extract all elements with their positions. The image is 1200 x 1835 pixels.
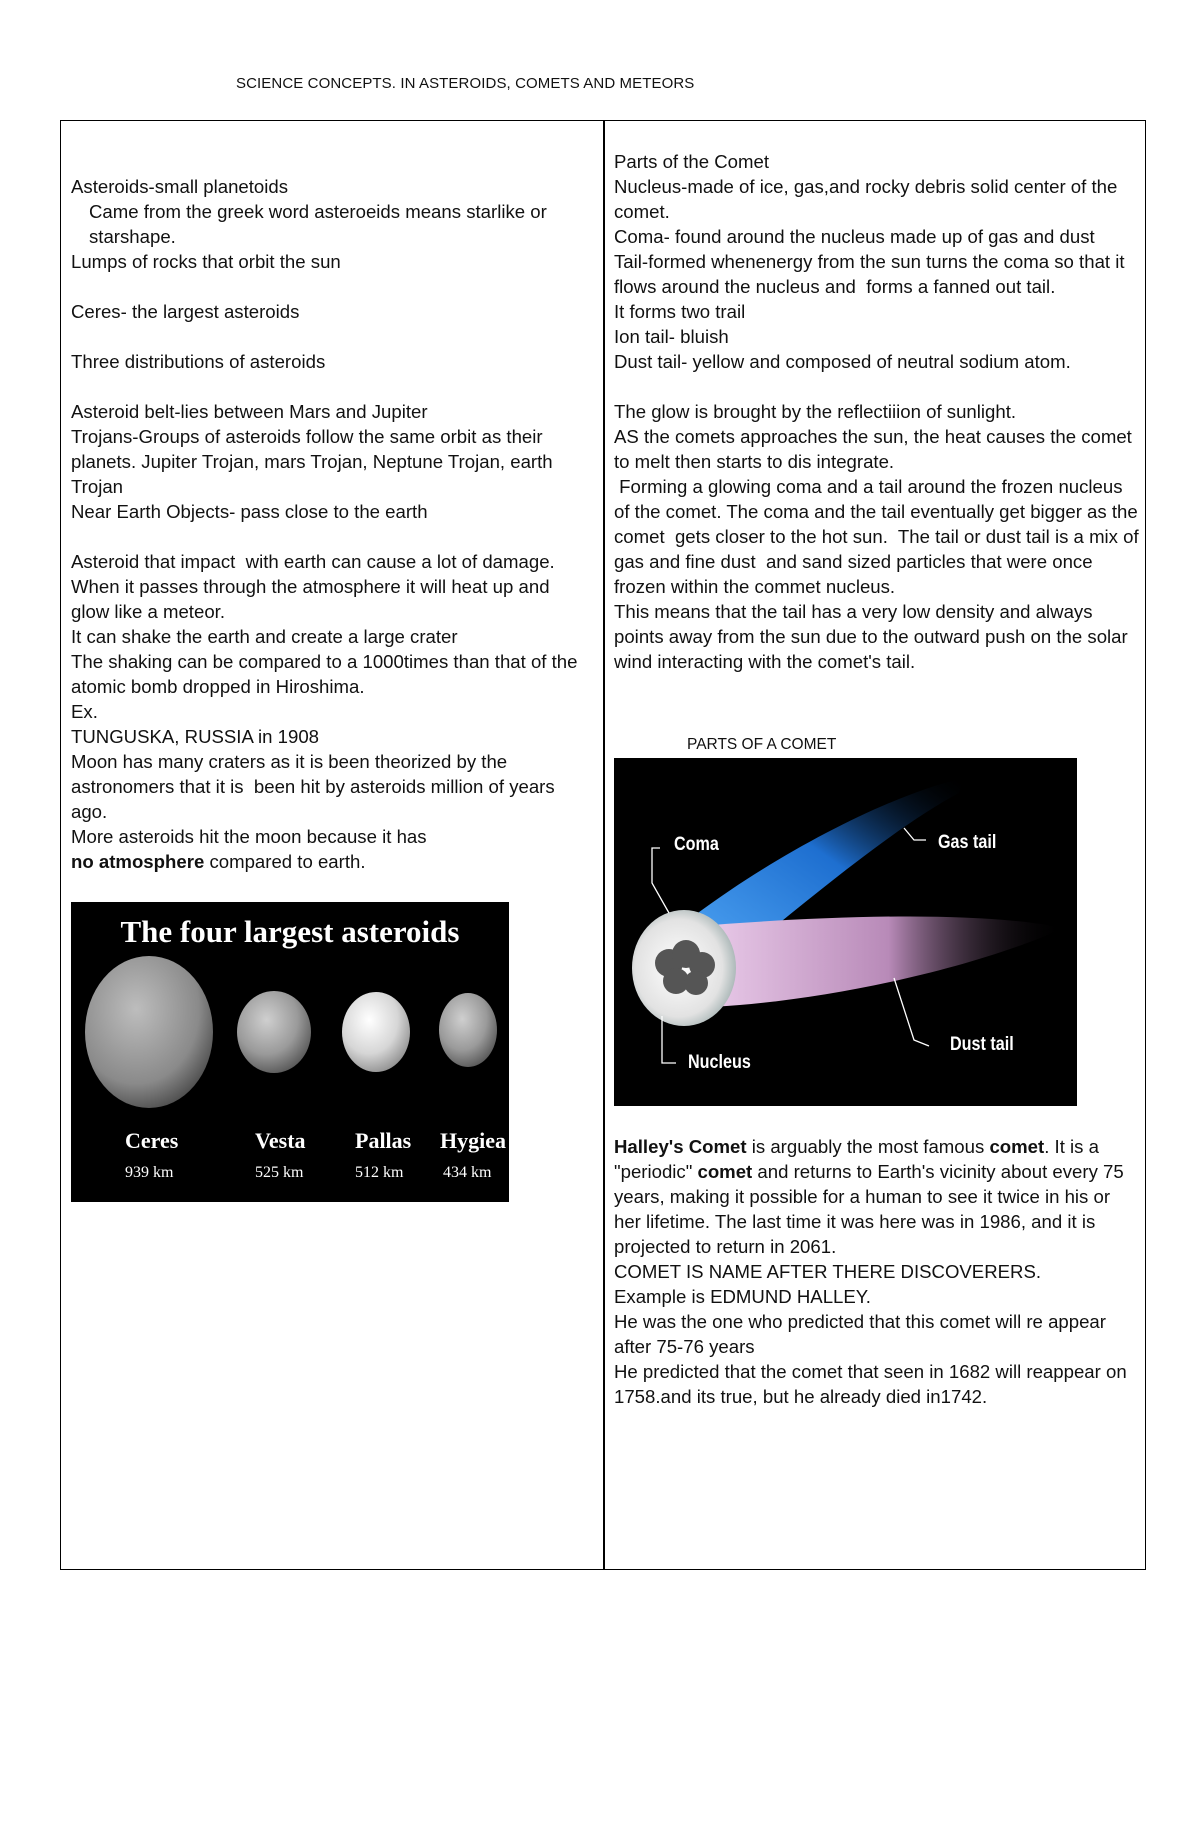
near-earth-objects: Near Earth Objects- pass close to the earth [71, 501, 428, 522]
glow-text: The glow is brought by the reflectiiion of sunlight. [614, 401, 1017, 422]
tunguska-text: TUNGUSKA, RUSSIA in 1908 [71, 726, 320, 747]
hygiea-label: Hygiea [440, 1128, 506, 1153]
ion-tail-text: Ion tail- bluish [614, 326, 729, 347]
asteroids-image-title: The four largest asteroids [120, 914, 460, 949]
prediction-year-text: He predicted that the comet that seen in 1682 will reappear on 1758.and its true, but he already died in1742. [614, 1361, 1132, 1407]
named-after-text: COMET IS NAME AFTER THERE DISCOVERERS. [614, 1261, 1042, 1282]
halley-text-3: and returns to Earth's vicinity about every 75 years, making it possible for a human to see it twice in his or her lifetime. The last time it was here was in 1986, and it is projected to return in 2061. [614, 1161, 1129, 1257]
density-text: This means that the tail has a very low density and always points away from the sun due to the outward push on the solar wind interacting with the comet's tail. [614, 601, 1133, 672]
asteroid-orbit: Lumps of rocks that orbit the sun [71, 251, 341, 272]
asteroid-etymology: Came from the greek word asteroeids means starlike or starshape. [89, 201, 552, 247]
ceres-size: 939 km [125, 1164, 174, 1181]
moon-atmosphere-text [71, 849, 591, 874]
vesta-size: 525 km [255, 1164, 304, 1181]
parts-of-comet-image [614, 758, 1077, 1106]
crater-text: It can shake the earth and create a large crater [71, 626, 458, 647]
distributions-heading: Three distributions of asteroids [71, 351, 326, 372]
gas-tail-label: Gas tail [938, 832, 997, 853]
ceres-label: Ceres [125, 1128, 179, 1153]
vesta-label: Vesta [255, 1128, 306, 1153]
example-label: Ex. [71, 701, 98, 722]
comet-parts-heading: Parts of the Comet [614, 151, 770, 172]
ceres-note: Ceres- the largest asteroids [71, 301, 300, 322]
vesta-body [237, 991, 311, 1073]
asteroid-belt: Asteroid belt-lies between Mars and Jupiter [71, 401, 428, 422]
approach-text: AS the comets approaches the sun, the heat causes the comet to melt then starts to dis integrate. [614, 426, 1143, 472]
asteroid-definition: Asteroids-small planetoids [71, 176, 289, 197]
halley-text-2: . It is a "periodic" [614, 1136, 1105, 1182]
bold-halleys-comet: Halley's Comet [614, 1136, 747, 1157]
page-title: SCIENCE CONCEPTS. IN ASTEROIDS, COMETS AND METEORS [236, 75, 695, 92]
comet-figure-caption: PARTS OF A COMET [687, 736, 837, 753]
shaking-text: The shaking can be compared to a 1000times than that of the atomic bomb dropped in Hiroshima. [71, 651, 583, 697]
moon-hit-text: More asteroids hit the moon because it has [71, 826, 427, 847]
forming-text: Forming a glowing coma and a tail around the frozen nucleus of the comet. The coma and the tail eventually get bigger as the comet gets closer to the hot sun. The tail or dust tail is a mix of gas and fine dust and sand sized particles that were once frozen within the commet nucleus. [614, 476, 1144, 597]
halley-text [614, 1134, 1139, 1259]
nucleus-text: Nucleus-made of ice, gas,and rocky debris solid center of the comet. [614, 176, 1123, 222]
two-trail-text: It forms two trail [614, 301, 746, 322]
prediction-text: He was the one who predicted that this comet will re appear after 75-76 years [614, 1311, 1112, 1357]
dust-tail-label: Dust tail [950, 1034, 1014, 1055]
pallas-label: Pallas [355, 1128, 412, 1153]
asteroids-svg [71, 902, 509, 1202]
content-table [60, 120, 1146, 1570]
pallas-body [342, 992, 410, 1072]
trojans: Trojans-Groups of asteroids follow the same orbit as their planets. Jupiter Trojan, mars Trojan, Neptune Trojan, earth Trojan [71, 426, 558, 497]
hygiea-body [439, 993, 497, 1067]
bold-comet-1: comet [989, 1136, 1045, 1157]
coma-shape [632, 910, 736, 1026]
asteroids-column [71, 174, 591, 1202]
coma-text: Coma- found around the nucleus made up of gas and dust [614, 226, 1095, 247]
moon-craters-text: Moon has many craters as it is been theorized by the astronomers that it is been hit by asteroids million of years ago. [71, 751, 560, 822]
hygiea-size: 434 km [443, 1164, 492, 1181]
pallas-size: 512 km [355, 1164, 404, 1181]
comets-column [614, 149, 1144, 1409]
halley-text-1: is arguably the most famous [746, 1136, 990, 1157]
coma-label: Coma [674, 834, 719, 855]
bold-no-atmosphere: no atmosphere [71, 851, 205, 872]
impact-text: Asteroid that impact with earth can cause a lot of damage. When it passes through the atmosphere it will heat up and glow like a meteor. [71, 551, 560, 622]
example-halley-text: Example is EDMUND HALLEY. [614, 1286, 871, 1307]
nucleus-label: Nucleus [688, 1052, 751, 1073]
column-divider [603, 121, 605, 1569]
four-largest-asteroids-image [71, 902, 509, 1202]
atmosphere-tail: compared to earth. [204, 851, 366, 872]
tail-text: Tail-formed whenenergy from the sun turns the coma so that it flows around the nucleus and forms a fanned out tail. [614, 251, 1130, 297]
bold-comet-2: comet [697, 1161, 753, 1182]
dust-tail-text: Dust tail- yellow and composed of neutral sodium atom. [614, 351, 1071, 372]
ceres-body [85, 956, 213, 1108]
